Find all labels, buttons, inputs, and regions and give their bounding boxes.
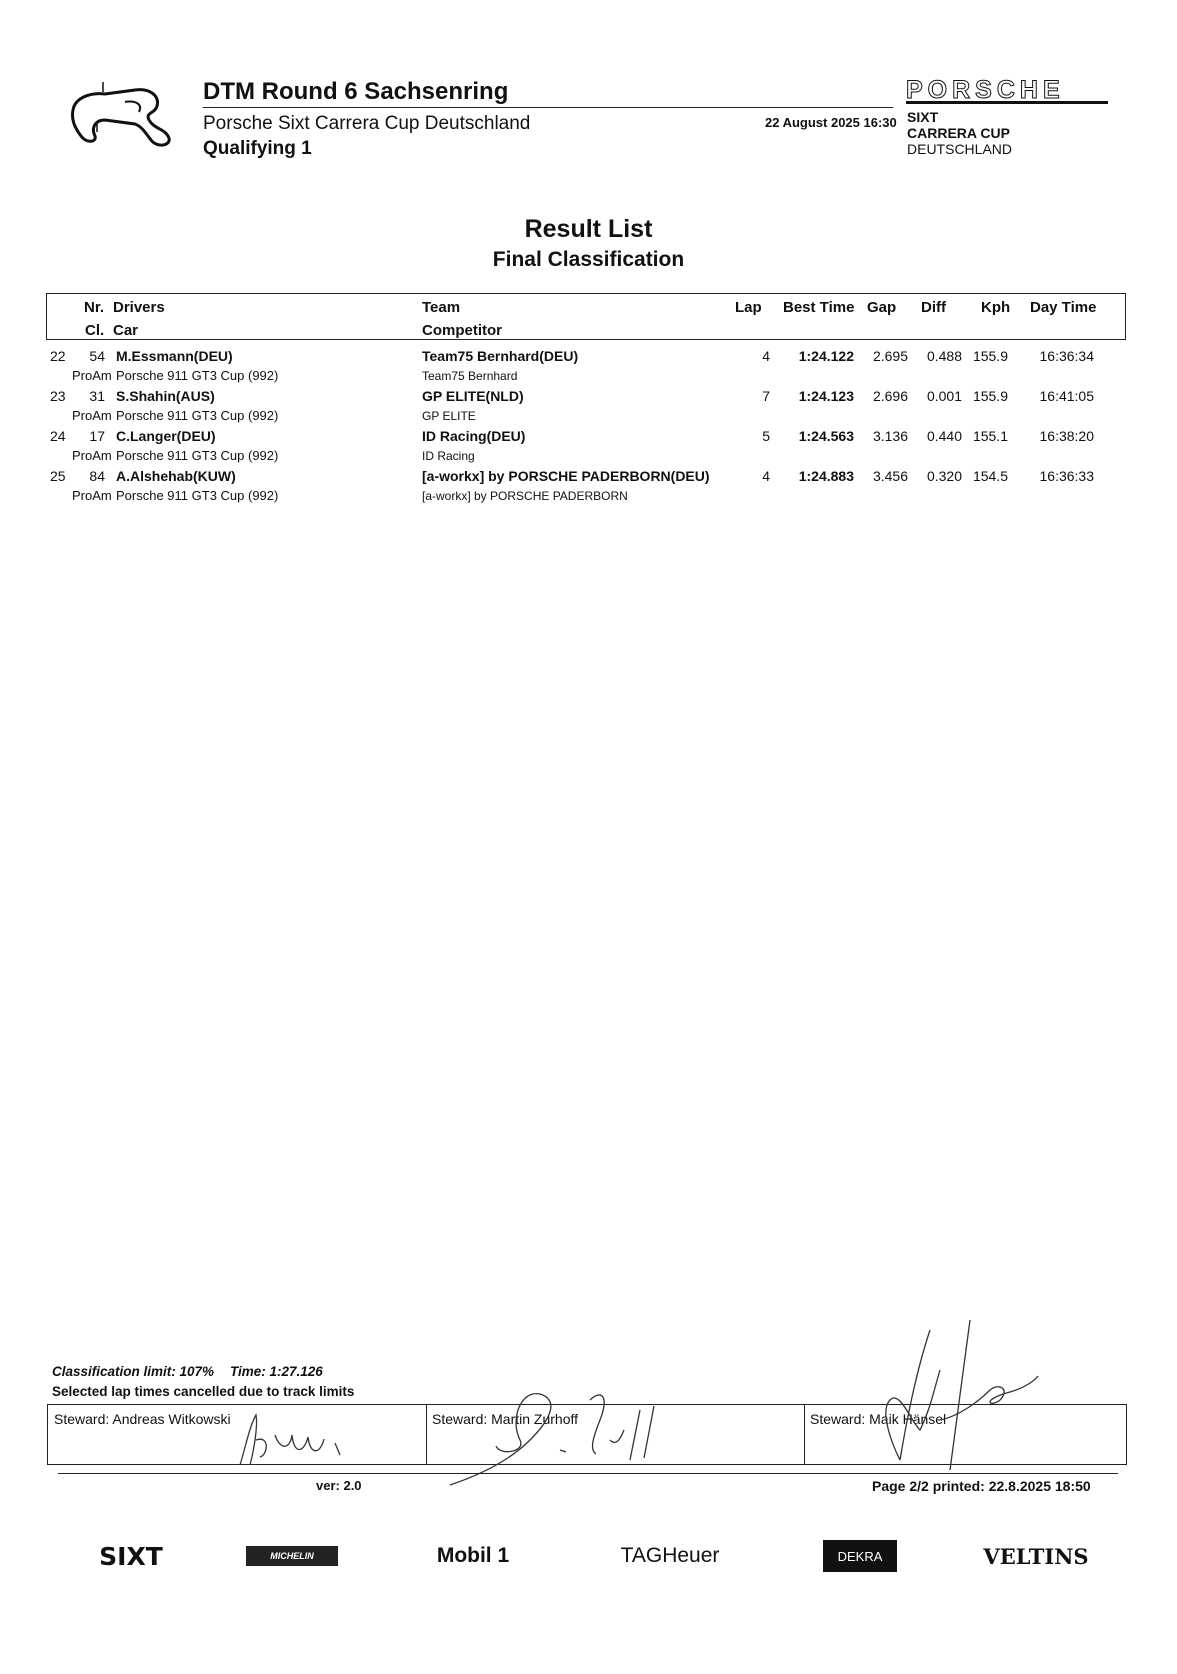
car-model: Porsche 911 GT3 Cup (992) bbox=[116, 408, 279, 423]
header-divider bbox=[203, 107, 893, 108]
track-map-icon bbox=[65, 80, 185, 150]
col-diff: Diff bbox=[921, 299, 946, 316]
competitor: ID Racing bbox=[422, 449, 475, 463]
col-team: Team bbox=[422, 299, 461, 316]
position: 24 bbox=[50, 428, 66, 444]
classification-limit-time: Time: 1:27.126 bbox=[230, 1364, 323, 1379]
car-number: 31 bbox=[89, 388, 105, 404]
table-row bbox=[0, 345, 1177, 385]
col-gap: Gap bbox=[867, 299, 897, 316]
competitor: Team75 Bernhard bbox=[422, 369, 518, 383]
position: 22 bbox=[50, 348, 66, 364]
table-header bbox=[46, 293, 1126, 340]
best-time: 1:24.122 bbox=[798, 348, 854, 364]
table-row bbox=[0, 425, 1177, 465]
stewards-divider bbox=[426, 1404, 427, 1465]
classification-limit: Classification limit: 107% bbox=[52, 1364, 215, 1379]
session-name: Qualifying 1 bbox=[203, 138, 312, 159]
sponsor-mobil-logo: Mobil 1 bbox=[436, 1544, 510, 1567]
cup-logo-line2: CARRERA CUP bbox=[907, 125, 1010, 141]
diff: 0.320 bbox=[926, 468, 962, 484]
team-name: ID Racing(DEU) bbox=[422, 428, 526, 444]
gap: 3.456 bbox=[872, 468, 908, 484]
position: 25 bbox=[50, 468, 66, 484]
document-subtitle: Final Classification bbox=[492, 248, 685, 271]
diff: 0.001 bbox=[926, 388, 962, 404]
kph: 155.9 bbox=[972, 388, 1008, 404]
cup-logo-line3: DEUTSCHLAND bbox=[907, 141, 1013, 157]
sponsor-michelin-logo: MICHELIN bbox=[246, 1546, 338, 1566]
sponsor-veltins-logo: VELTINS bbox=[983, 1543, 1089, 1569]
gap: 3.136 bbox=[872, 428, 908, 444]
position: 23 bbox=[50, 388, 66, 404]
driver-name: C.Langer(DEU) bbox=[116, 428, 216, 444]
diff: 0.440 bbox=[926, 428, 962, 444]
laps: 5 bbox=[762, 428, 770, 444]
day-time: 16:38:20 bbox=[1039, 428, 1094, 444]
car-model: Porsche 911 GT3 Cup (992) bbox=[116, 448, 279, 463]
footer-divider bbox=[58, 1473, 1118, 1474]
class: ProAm bbox=[72, 488, 112, 503]
signature-steward-3 bbox=[860, 1320, 1040, 1480]
team-name: GP ELITE(NLD) bbox=[422, 388, 524, 404]
driver-name: A.Alshehab(KUW) bbox=[116, 468, 236, 484]
col-car: Car bbox=[113, 322, 139, 339]
car-model: Porsche 911 GT3 Cup (992) bbox=[116, 488, 279, 503]
class: ProAm bbox=[72, 368, 112, 383]
col-lap: Lap bbox=[735, 299, 762, 316]
best-time: 1:24.563 bbox=[798, 428, 854, 444]
team-name: Team75 Bernhard(DEU) bbox=[422, 348, 579, 364]
gap: 2.695 bbox=[872, 348, 908, 364]
laps: 4 bbox=[762, 348, 770, 364]
day-time: 16:36:34 bbox=[1039, 348, 1094, 364]
table-row bbox=[0, 385, 1177, 425]
competitor: [a-workx] by PORSCHE PADERBORN bbox=[422, 489, 628, 503]
driver-name: M.Essmann(DEU) bbox=[116, 348, 233, 364]
laps: 7 bbox=[762, 388, 770, 404]
best-time: 1:24.123 bbox=[798, 388, 854, 404]
car-number: 17 bbox=[89, 428, 105, 444]
porsche-logo: PORSCHE bbox=[906, 76, 1065, 104]
day-time: 16:41:05 bbox=[1039, 388, 1094, 404]
col-drivers: Drivers bbox=[113, 299, 165, 316]
session-datetime: 22 August 2025 16:30 bbox=[765, 115, 897, 130]
series-name: Porsche Sixt Carrera Cup Deutschland bbox=[203, 113, 531, 134]
version-label: ver: 2.0 bbox=[316, 1478, 362, 1493]
kph: 155.9 bbox=[972, 348, 1008, 364]
document-title: Result List bbox=[524, 215, 653, 243]
sponsor-sixt-logo: SIXT bbox=[99, 1541, 163, 1571]
class: ProAm bbox=[72, 408, 112, 423]
car-number: 84 bbox=[89, 468, 105, 484]
kph: 155.1 bbox=[972, 428, 1008, 444]
cup-logo bbox=[907, 109, 1012, 157]
car-number: 54 bbox=[89, 348, 105, 364]
stewards-divider bbox=[804, 1404, 805, 1465]
event-title: DTM Round 6 Sachsenring bbox=[203, 78, 509, 105]
class: ProAm bbox=[72, 448, 112, 463]
col-competitor: Competitor bbox=[422, 322, 502, 339]
page-info: Page 2/2 printed: 22.8.2025 18:50 bbox=[872, 1478, 1091, 1494]
gap: 2.696 bbox=[872, 388, 908, 404]
cancelled-laps-note: Selected lap times cancelled due to track limits bbox=[52, 1384, 355, 1399]
sponsor-tagheuer-logo: TAGHeuer bbox=[620, 1544, 720, 1567]
steward-2: Steward: Martin Zurhoff bbox=[432, 1411, 579, 1427]
laps: 4 bbox=[762, 468, 770, 484]
kph: 154.5 bbox=[972, 468, 1008, 484]
signature-steward-1 bbox=[220, 1395, 370, 1475]
best-time: 1:24.883 bbox=[798, 468, 854, 484]
sponsor-dekra-logo: DEKRA bbox=[823, 1540, 897, 1572]
diff: 0.488 bbox=[926, 348, 962, 364]
team-name: [a-workx] by PORSCHE PADERBORN(DEU) bbox=[422, 468, 710, 484]
steward-3: Steward: Maik Hänsel bbox=[810, 1411, 947, 1427]
col-best-time: Best Time bbox=[783, 299, 855, 316]
col-nr: Nr. bbox=[84, 299, 105, 316]
competitor: GP ELITE bbox=[422, 409, 476, 423]
table-row bbox=[0, 465, 1177, 505]
day-time: 16:36:33 bbox=[1039, 468, 1094, 484]
car-model: Porsche 911 GT3 Cup (992) bbox=[116, 368, 279, 383]
brand-divider bbox=[906, 101, 1108, 104]
col-cl: Cl. bbox=[85, 322, 105, 339]
col-day-time: Day Time bbox=[1030, 299, 1097, 316]
cup-logo-line1: SIXT bbox=[907, 109, 939, 125]
steward-1: Steward: Andreas Witkowski bbox=[54, 1411, 231, 1427]
driver-name: S.Shahin(AUS) bbox=[116, 388, 215, 404]
col-kph: Kph bbox=[981, 299, 1011, 316]
